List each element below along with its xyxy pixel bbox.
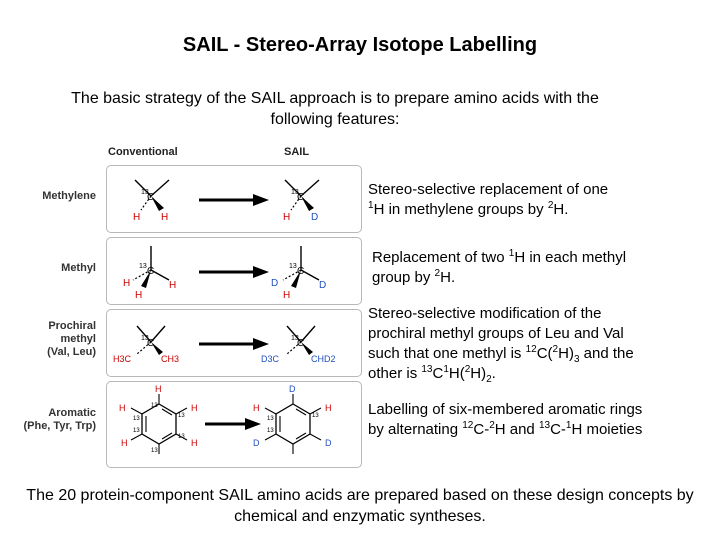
description-text: C- [550, 421, 566, 438]
hydrogen-label: H [169, 280, 177, 291]
conventional-methyl [123, 246, 176, 301]
row-label-line: Aromatic [48, 407, 96, 419]
isotope-label: 13 [139, 263, 147, 270]
description-text: H( [448, 365, 465, 382]
superscript: 2 [489, 420, 495, 431]
sail-aromatic-ring [253, 384, 332, 454]
description-text: such that one methyl is [368, 345, 526, 362]
isotope-label: 13 [267, 428, 274, 434]
intro-text: The basic strategy of the SAIL approach is to prepare amino acids with the following features: [71, 90, 599, 128]
panel-aromatic [106, 381, 362, 468]
aromatic-structures [107, 382, 361, 467]
carbon-label: C [147, 338, 155, 349]
methyl-group-label: CH3 [161, 354, 180, 364]
row-label-methylene [4, 190, 96, 203]
superscript: 1 [443, 364, 449, 375]
hydrogen-label: H [123, 278, 131, 289]
superscript: 13 [421, 364, 433, 375]
row-label-line: methyl [60, 333, 96, 345]
description-text: other is [368, 365, 422, 382]
description-text: prochiral methyl groups of Leu and Val [368, 325, 624, 342]
deuterium-label: D [325, 438, 332, 448]
superscript: 1 [368, 200, 374, 211]
right-arrow [199, 194, 269, 206]
description-text: H) [558, 345, 574, 362]
carbon-label: C [147, 266, 155, 277]
right-arrow [199, 338, 269, 350]
column-header-sail: SAIL [284, 146, 310, 158]
row-label-line: Methylene [42, 190, 96, 202]
description-text: C- [473, 421, 490, 438]
row-label-prochiral [4, 320, 96, 359]
superscript: 13 [538, 420, 551, 431]
panel-methylene [106, 165, 362, 233]
deuterium-label: D [253, 438, 260, 448]
deuterium-label: D [271, 278, 279, 289]
description-text: by alternating [368, 421, 463, 438]
row-label-aromatic [4, 407, 96, 433]
description-text: and the [579, 345, 634, 362]
methylene-structures [107, 166, 361, 232]
hydrogen-label: H [283, 290, 291, 301]
row-label-line: Prochiral [48, 320, 96, 332]
subscript: 2 [486, 374, 492, 385]
isotope-label: 13 [151, 448, 158, 454]
sail-methylene [283, 180, 319, 223]
superscript: 2 [464, 364, 471, 375]
description-text: . [491, 365, 496, 382]
panel-prochiral-methyl [106, 309, 362, 377]
hydrogen-label: H [119, 403, 126, 413]
hydrogen-label: H [191, 403, 198, 413]
description-methylene [368, 180, 708, 220]
isotope-label: 13 [151, 403, 158, 409]
isotope-label: 13 [141, 335, 149, 342]
description-text: Labelling of six-membered aromatic rings [368, 401, 643, 418]
description-text: group by [372, 269, 435, 286]
carbon-label: C [147, 192, 155, 203]
description-text: H) [470, 365, 487, 382]
isotope-label: 13 [133, 428, 140, 434]
superscript: 2 [434, 268, 441, 279]
isotope-label: 13 [312, 413, 319, 419]
row-label-line: Methyl [61, 262, 96, 274]
description-text: Replacement of two [372, 249, 509, 266]
column-header-conventional: Conventional [108, 146, 178, 158]
deuterium-label: D [319, 280, 327, 291]
isotope-label: 13 [267, 416, 274, 422]
superscript: 12 [462, 420, 474, 431]
isotope-label: 13 [178, 413, 185, 419]
conventional-aromatic-ring [119, 384, 198, 454]
hydrogen-label: H [133, 212, 141, 223]
deuterium-label: D [289, 384, 296, 394]
description-aromatic [368, 400, 716, 440]
isotope-label: 13 [291, 189, 299, 196]
superscript: 1 [508, 248, 515, 259]
superscript: 12 [525, 344, 537, 355]
hydrogen-label: H [325, 403, 332, 413]
isotope-label: 13 [141, 189, 149, 196]
row-label-line: (Val, Leu) [47, 346, 96, 358]
methyl-structures [107, 238, 361, 304]
hydrogen-label: H [253, 403, 260, 413]
methyl-group-label: H3C [113, 354, 132, 364]
hydrogen-label: H [283, 212, 291, 223]
sail-methyl [271, 246, 326, 301]
carbon-label: C [297, 338, 305, 349]
description-text: H in each methyl [514, 249, 627, 266]
conventional-prochiral [113, 326, 179, 364]
row-label-line: (Phe, Tyr, Trp) [23, 420, 96, 432]
description-text: Stereo-selective replacement of one [368, 181, 609, 198]
prochiral-structures [107, 310, 361, 376]
description-text: H in methylene groups by [373, 201, 548, 218]
hydrogen-label: H [191, 438, 198, 448]
isotope-label: 13 [133, 416, 140, 422]
description-text: C [432, 365, 444, 382]
description-text: Stereo-selective modification of the [368, 305, 602, 322]
panel-methyl [106, 237, 362, 305]
subscript: 3 [573, 354, 580, 365]
page-title: SAIL - Stereo-Array Isotope Labelling [182, 34, 538, 56]
description-text: H and [494, 421, 539, 438]
carbon-label: C [297, 266, 305, 277]
superscript: 2 [552, 344, 559, 355]
row-label-methyl [4, 262, 96, 275]
description-text: H. [553, 201, 569, 218]
methyl-group-label: D3C [261, 354, 280, 364]
description-text: H. [440, 269, 456, 286]
hydrogen-label: H [155, 384, 162, 394]
hydrogen-label: H [135, 290, 143, 301]
carbon-label: C [297, 192, 305, 203]
description-prochiral [368, 304, 716, 384]
description-text: C( [536, 345, 553, 362]
superscript: 2 [547, 200, 554, 211]
description-text: H moieties [571, 421, 643, 438]
sail-prochiral [261, 326, 336, 364]
isotope-label: 13 [178, 434, 185, 440]
superscript: 1 [565, 420, 572, 431]
description-methyl [372, 248, 708, 288]
methyl-group-label: CHD2 [311, 354, 336, 364]
hydrogen-label: H [121, 438, 128, 448]
right-arrow [199, 266, 269, 278]
isotope-label: 13 [291, 335, 299, 342]
hydrogen-label: H [161, 212, 169, 223]
conventional-methylene [133, 180, 169, 223]
right-arrow [205, 418, 261, 430]
isotope-label: 13 [289, 263, 297, 270]
deuterium-label: D [311, 212, 319, 223]
footer-text: The 20 protein-component SAIL amino acids are prepared based on these design concepts by chemical and enzymatic syntheses. [26, 487, 694, 525]
